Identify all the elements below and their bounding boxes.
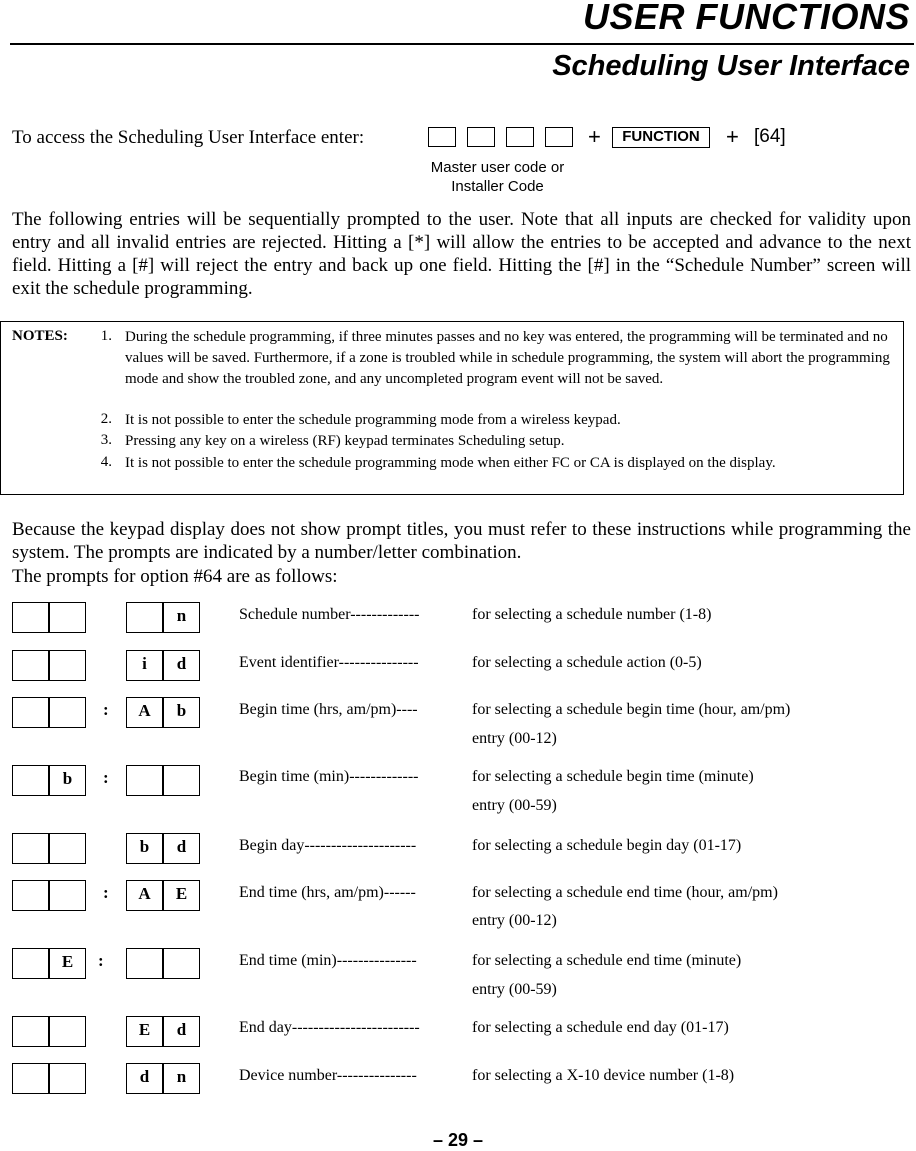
note-text: Pressing any key on a wireless (RF) keypad terminates Scheduling setup. (125, 433, 565, 449)
display-cell: A (126, 697, 163, 728)
page-number: – 29 – (432, 1130, 484, 1150)
intro-paragraph: The following entries will be sequentially prompted to the user. Note that all inputs are checked for validity upon entry and all invalid entries are rejected. Hitting a [*] will allow the entries to be accepted and advance to the next field. Hitting a [#] will reject the entry and back up one field. Hitting the [#] in the “Schedule Number” screen will exit the schedule programming. (12, 209, 911, 299)
display-cell: n (163, 1063, 200, 1094)
prompt-entry-range: entry (00-59) (472, 797, 557, 814)
display-cell (126, 765, 163, 796)
note-number: 4. (100, 454, 112, 470)
display-cell (49, 697, 86, 728)
display-cell (163, 948, 200, 979)
prompt-description: for selecting a X-10 device number (1-8) (472, 1067, 735, 1084)
display-cell (49, 650, 86, 681)
section-subtitle: Scheduling User Interface (552, 50, 910, 82)
prompt-description: for selecting a schedule begin time (hour, am/pm) (472, 701, 791, 718)
display-cell: n (163, 602, 200, 633)
prompt-label: End time (hrs, am/pm)------ (239, 884, 416, 901)
display-cell: b (163, 697, 200, 728)
display-cell (12, 1016, 49, 1047)
prompt-label: Device number--------------- (239, 1067, 417, 1084)
prompt-list-intro: The prompts for option #64 are as follows: (12, 566, 338, 587)
note-text: It is not possible to enter the schedule programming mode when either FC or CA is displayed on the display. (125, 455, 776, 471)
colon-separator: : (98, 951, 104, 970)
prompt-label: End time (min)--------------- (239, 952, 417, 969)
colon-separator: : (103, 700, 109, 719)
code-digit-box-4 (545, 127, 573, 147)
note-number: 1. (100, 328, 112, 344)
prompt-description: for selecting a schedule action (0-5) (472, 654, 702, 671)
prompt-description: for selecting a schedule end time (minute) (472, 952, 742, 969)
prompt-description: for selecting a schedule begin time (minute) (472, 768, 754, 785)
display-cell: E (163, 880, 200, 911)
prompt-label: Event identifier--------------- (239, 654, 419, 671)
title-rule (10, 43, 914, 45)
option-code: [64] (754, 126, 786, 147)
page-title: USER FUNCTIONS (582, 0, 910, 37)
code-caption (400, 158, 595, 196)
display-cell: b (49, 765, 86, 796)
prompt-description: for selecting a schedule begin day (01-17) (472, 837, 742, 854)
display-cell: A (126, 880, 163, 911)
display-cell (12, 1063, 49, 1094)
prompt-label: Begin day--------------------- (239, 837, 417, 854)
display-cell: d (126, 1063, 163, 1094)
prompt-label: Begin time (min)------------- (239, 768, 419, 785)
prompt-description: for selecting a schedule number (1-8) (472, 606, 712, 623)
display-cell: i (126, 650, 163, 681)
prompt-entry-range: entry (00-12) (472, 730, 557, 747)
display-cell (49, 833, 86, 864)
code-digit-box-1 (428, 127, 456, 147)
prompt-label: Begin time (hrs, am/pm)---- (239, 701, 418, 718)
note-number: 2. (100, 411, 112, 427)
code-caption-line1: Master user code or (430, 159, 565, 176)
display-cell (49, 1063, 86, 1094)
colon-separator: : (103, 768, 109, 787)
display-cell (12, 948, 49, 979)
prompt-label: Schedule number------------- (239, 606, 420, 623)
display-cell (49, 602, 86, 633)
display-cell (12, 602, 49, 633)
display-cell (49, 1016, 86, 1047)
note-number: 3. (100, 432, 112, 448)
prompt-explanation-paragraph: Because the keypad display does not show prompt titles, you must refer to these instructions while programming the system. The prompts are indicated by a number/letter combination. (12, 519, 911, 563)
prompt-description: for selecting a schedule end time (hour, am/pm) (472, 884, 778, 901)
display-cell (12, 650, 49, 681)
access-instruction: To access the Scheduling User Interface enter: (12, 127, 365, 148)
prompt-description: for selecting a schedule end day (01-17) (472, 1019, 729, 1036)
plus-sign-2: + (726, 124, 739, 149)
plus-sign-1: + (588, 124, 601, 149)
display-cell: d (163, 833, 200, 864)
code-digit-box-3 (506, 127, 534, 147)
display-cell (49, 880, 86, 911)
display-cell: d (163, 1016, 200, 1047)
display-cell: E (49, 948, 86, 979)
notes-label: NOTES: (12, 328, 68, 344)
display-cell (126, 602, 163, 633)
display-cell (12, 833, 49, 864)
prompt-label: End day------------------------ (239, 1019, 420, 1036)
display-cell (12, 880, 49, 911)
note-text: It is not possible to enter the schedule programming mode from a wireless keypad. (125, 412, 621, 428)
display-cell: d (163, 650, 200, 681)
note-text: During the schedule programming, if three minutes passes and no key was entered, the programming will be terminated and no values will be saved. Furthermore, if a zone is troubled while in schedule programming, the system will abort the programming mode and show the troubled zone, and any uncompleted program event will not be saved. (125, 329, 890, 387)
display-cell: E (126, 1016, 163, 1047)
prompt-entry-range: entry (00-59) (472, 981, 557, 998)
display-cell: b (126, 833, 163, 864)
function-key: FUNCTION (612, 127, 710, 148)
code-digit-box-2 (467, 127, 495, 147)
display-cell (12, 765, 49, 796)
colon-separator: : (103, 883, 109, 902)
display-cell (163, 765, 200, 796)
prompt-entry-range: entry (00-12) (472, 912, 557, 929)
display-cell (12, 697, 49, 728)
display-cell (126, 948, 163, 979)
code-caption-line2: Installer Code (451, 178, 544, 195)
